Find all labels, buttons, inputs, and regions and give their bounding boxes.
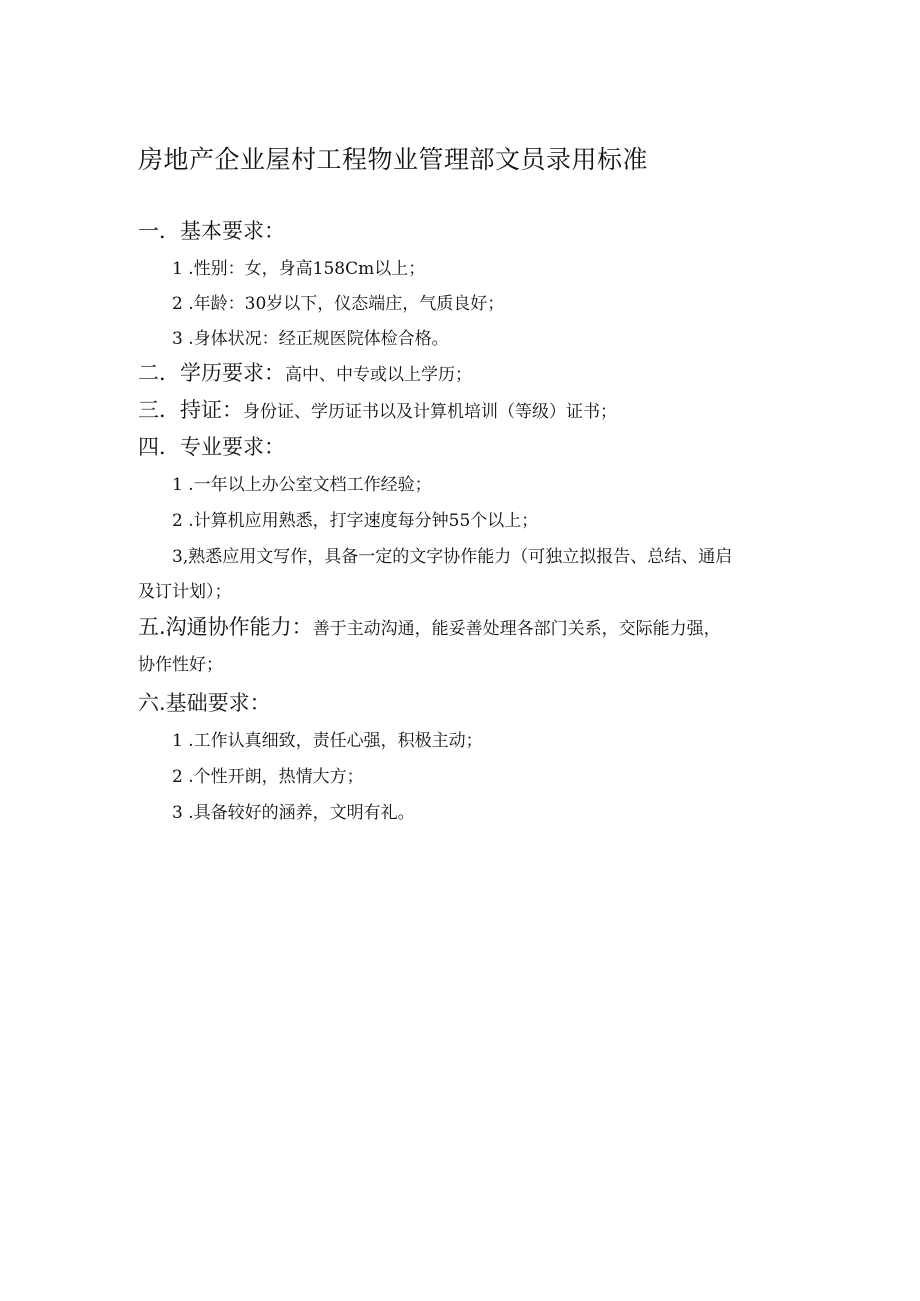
section-heading-detail: 高中、中专或以上学历；	[285, 365, 472, 385]
section-5-continued: 协作性好；	[138, 655, 223, 675]
section-5-heading	[138, 611, 721, 641]
section-heading-text: 五.沟通协作能力：	[138, 615, 313, 639]
section-heading-text: 四．专业要求：	[138, 435, 285, 459]
section-1-item-3: 3 .身体状况：经正规医院体检合格。	[172, 329, 449, 349]
section-6-item-3: 3 .具备较好的涵养，文明有礼。	[172, 803, 415, 823]
section-4-item-2: 2 .计算机应用熟悉，打字速度每分钟55个以上；	[172, 511, 539, 531]
section-4-item-1: 1 .一年以上办公室文档工作经验；	[172, 475, 432, 495]
section-1-item-2: 2 .年龄：30岁以下，仪态端庄，气质良好；	[172, 294, 505, 314]
section-heading-text: 一．基本要求：	[138, 219, 285, 243]
section-heading-detail: 身份证、学历证书以及计算机培训（等级）证书；	[243, 402, 617, 422]
section-1-item-1: 1 .性别：女，身高158Cm以上；	[172, 259, 426, 279]
section-6-item-2: 2 .个性开朗，热情大方；	[172, 767, 364, 787]
section-heading-text: 六.基础要求：	[138, 691, 271, 715]
section-2-heading	[138, 357, 472, 387]
document-title: 房地产企业屋村工程物业管理部文员录用标准	[138, 145, 649, 174]
section-1-heading	[138, 215, 285, 245]
section-6-heading	[138, 687, 271, 717]
section-6-item-1: 1 .工作认真细致，责任心强，积极主动；	[172, 731, 483, 751]
section-heading-detail: 善于主动沟通，能妥善处理各部门关系，交际能力强，	[312, 619, 721, 639]
section-4-item-3-continued: 及订计划）；	[138, 582, 232, 602]
section-heading-text: 三．持证：	[138, 398, 243, 422]
section-4-item-3: 3,熟悉应用文写作，具备一定的文字协作能力（可独立拟报告、总结、通启	[172, 547, 733, 567]
section-heading-text: 二．学历要求：	[138, 361, 285, 385]
section-4-heading	[138, 431, 285, 461]
section-3-heading	[138, 394, 617, 424]
